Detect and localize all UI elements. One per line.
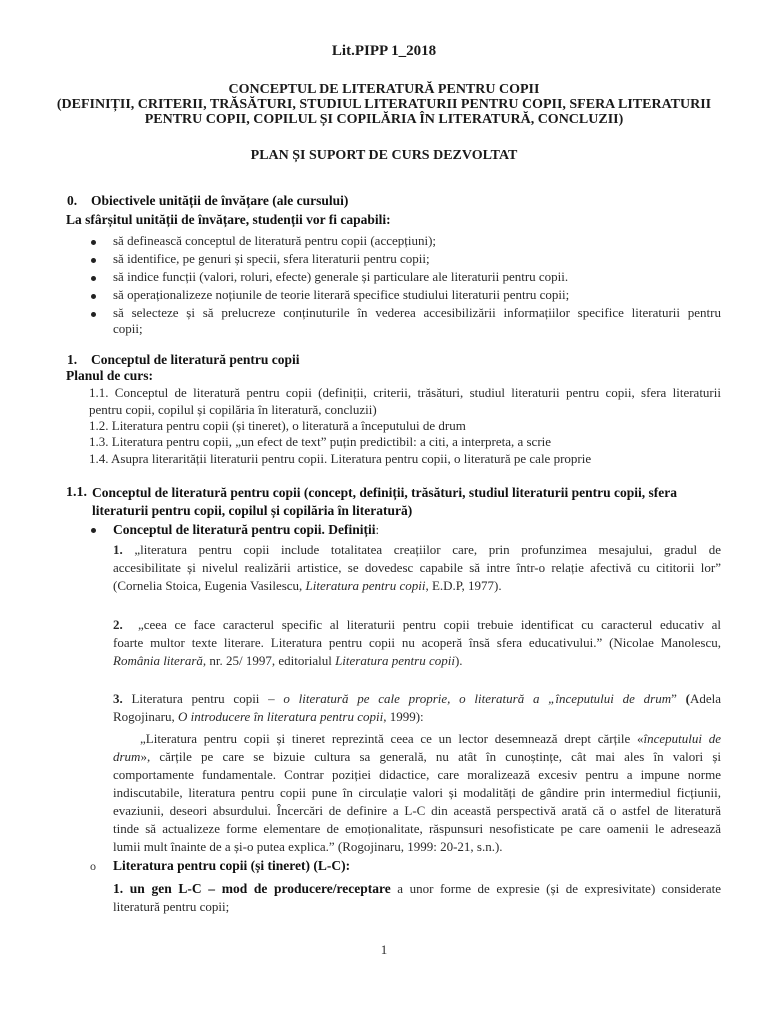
quote-text: „Literatura pentru copii și tineret reprezintă ceea ce un lector desemnează drept cărțile « <box>140 731 644 746</box>
citation-title: Literatura pentru copii <box>305 578 426 593</box>
definition-1-line2: accesibilitate și nivelul realizării artistice, se dovedesc capabile să intre într-o relație afectivă cu cititorii lor” <box>113 560 721 575</box>
bullet-icon <box>91 312 96 317</box>
section0-intro: La sfârșitul unității de învățare, studenții vor fi capabili: <box>66 212 391 227</box>
plan-item: 1.2. Literatura pentru copii (și tineret), o literatură a începutului de drum <box>89 418 466 433</box>
section1-heading: Conceptul de literatură pentru copii <box>91 352 300 367</box>
definitions-heading-text: Conceptul de literatură pentru copii. Definiții <box>113 522 376 537</box>
quote-line4: indiscutabile, literatura pentru copii pune în circulație valori și modalități de gândire prin intermediul ficțiunii, <box>113 785 721 800</box>
bullet-icon <box>91 258 96 263</box>
section1-number: 1. <box>67 352 78 367</box>
objective-item: să operaționalizeze noțiunile de teorie literară specifice studiului literaturii pentru copii; <box>113 287 570 302</box>
citation-text: ). <box>454 653 463 668</box>
section0-number: 0. <box>67 193 78 208</box>
citation-title: Literatura pentru copii <box>335 653 455 668</box>
definitions-heading <box>113 521 379 539</box>
definition-text: Literatura pentru copii – <box>122 691 284 706</box>
bullet-icon <box>91 240 96 245</box>
course-code: Lit.PIPP 1_2018 <box>331 43 437 59</box>
section11-heading-line2: literaturii pentru copii, copilul și copilăria în literatură) <box>92 503 413 518</box>
plan-item: 1.3. Literatura pentru copii, „un efect de text” puțin predictibil: a citi, a interpreta, a scrie <box>89 434 552 449</box>
definitions-colon: : <box>375 522 380 537</box>
quote-line5: evaziunii, deseori absurdului. Încercări de definire a L-C din această perspectivă arată că o astfel de literatură <box>113 803 721 818</box>
quote-line6: tinde să actualizeze forme elementare de emoționalitate, răspunsuri nesofisticate pe care oamenii le adresează <box>113 821 721 836</box>
section11-heading-line1: Conceptul de literatură pentru copii (concept, definiții, trăsături, studiul literaturii pentru copii, sfera <box>92 485 677 500</box>
definition-1-line1 <box>113 542 721 558</box>
definition-emphasis: o literatură pe cale proprie, o literatură a „începutului de drum <box>283 691 672 706</box>
objective-item: să indice funcții (valori, roluri, efecte) generale și particulare ale literaturii pentru copii. <box>113 269 569 284</box>
definition-number: 2. <box>113 617 123 632</box>
definition-2-line1 <box>113 617 721 633</box>
objective-item: să definească conceptul de literatură pentru copii (accepțiuni); <box>113 233 437 248</box>
quote-line7: lumii mult înainte de a și-o putea explica.” (Rogojinaru, 1999: 20-21, s.n.). <box>113 839 503 854</box>
definition-3-line2 <box>113 709 424 725</box>
quote-emphasis: începutului de <box>643 731 721 746</box>
sub-item-1-line2: literatură pentru copii; <box>113 899 230 914</box>
bullet-icon <box>91 276 96 281</box>
page-number: 1 <box>380 942 388 957</box>
citation-text: (Cornelia Stoica, Eugenia Vasilescu, <box>113 578 306 593</box>
sub-heading: Literatura pentru copii (și tineret) (L-C): <box>113 858 351 873</box>
definition-paren: ( <box>685 691 690 706</box>
definition-text: „ceea ce face caracterul specific al literaturii pentru copii trebuie identificat cu caracterul educativ al <box>138 617 722 632</box>
definition-text: „literatura pentru copii include totalitatea creațiilor care, prin profunzimea mesajului, gradul de <box>134 542 721 557</box>
definition-text: Adela <box>689 691 721 706</box>
plan-item: 1.1. Conceptul de literatură pentru copii (definiții, criterii, trăsături, studiul literaturii pentru copii, sfera literaturii <box>89 385 721 400</box>
quote-emphasis: drum <box>113 749 141 764</box>
definition-text: ” <box>671 691 686 706</box>
sub-item-term: 1. un gen L-C – mod de producere/receptare <box>113 881 391 896</box>
document-title-line2: (DEFINIȚII, CRITERII, TRĂSĂTURI, STUDIUL LITERATURII PENTRU COPII, SFERA LITERATURII <box>56 97 712 112</box>
plan-label: Planul de curs: <box>66 368 154 383</box>
section11-number: 1.1. <box>66 485 87 500</box>
citation-title: O introducere în literatura pentru copii <box>178 709 384 724</box>
citation-text: , 1999): <box>383 709 424 724</box>
document-title-line3: PENTRU COPII, COPILUL ȘI COPILĂRIA ÎN LITERATURĂ, CONCLUZII) <box>144 112 624 127</box>
plan-item-continuation: pentru copii, copilul și copilăria în literatură, concluzii) <box>89 402 377 417</box>
quote-line3: comportamente fundamentale. Contrar poziției didactice, care moralizează excesiv pentru a impune norme <box>113 767 721 782</box>
citation-text: Rogojinaru, <box>113 709 178 724</box>
sub-item-text: a unor forme de expresie (și de expresivitate) considerate <box>390 881 722 896</box>
document-title-line1: CONCEPTUL DE LITERATURĂ PENTRU COPII <box>228 82 540 97</box>
definition-number: 1. <box>113 542 123 557</box>
citation-text: , E.D.P, 1977). <box>425 578 502 593</box>
objective-item: să identifice, pe genuri și specii, sfera literaturii pentru copii; <box>113 251 430 266</box>
bullet-icon <box>91 528 96 533</box>
definition-1-line3 <box>113 578 502 594</box>
section0-heading: Obiectivele unității de învățare (ale cursului) <box>91 193 349 208</box>
document-subtitle: PLAN ȘI SUPORT DE CURS DEZVOLTAT <box>250 148 518 163</box>
definition-number: 3. <box>113 691 123 706</box>
objective-item-continuation: copii; <box>113 321 143 336</box>
circle-bullet-icon: o <box>90 859 96 873</box>
quote-line2 <box>113 749 721 765</box>
sub-item-1-line1 <box>113 881 721 897</box>
definition-3-line1 <box>113 691 721 707</box>
citation-text: , nr. 25/ 1997, editorialul <box>202 653 336 668</box>
bullet-icon <box>91 294 96 299</box>
citation-title: România literară <box>113 653 203 668</box>
objective-item: să selecteze și să prelucreze conținuturile în vederea accesibilizării informațiilor specifice literaturii pentru <box>113 305 721 320</box>
definition-2-line2: foarte multor texte literare. Literatura pentru copii nu acoperă însă sfera educativului.” (Nicolae Manolescu, <box>113 635 721 650</box>
quote-text: », cărțile pe care se bizuie cultura sa generală, nu atât în cunoștințe, cât mai ales în valori și <box>140 749 721 764</box>
definition-2-line3 <box>113 653 463 669</box>
quote-line1 <box>140 731 721 747</box>
plan-item: 1.4. Asupra literarității literaturii pentru copii. Literatura pentru copii, o literatură pe cale proprie <box>89 451 592 466</box>
